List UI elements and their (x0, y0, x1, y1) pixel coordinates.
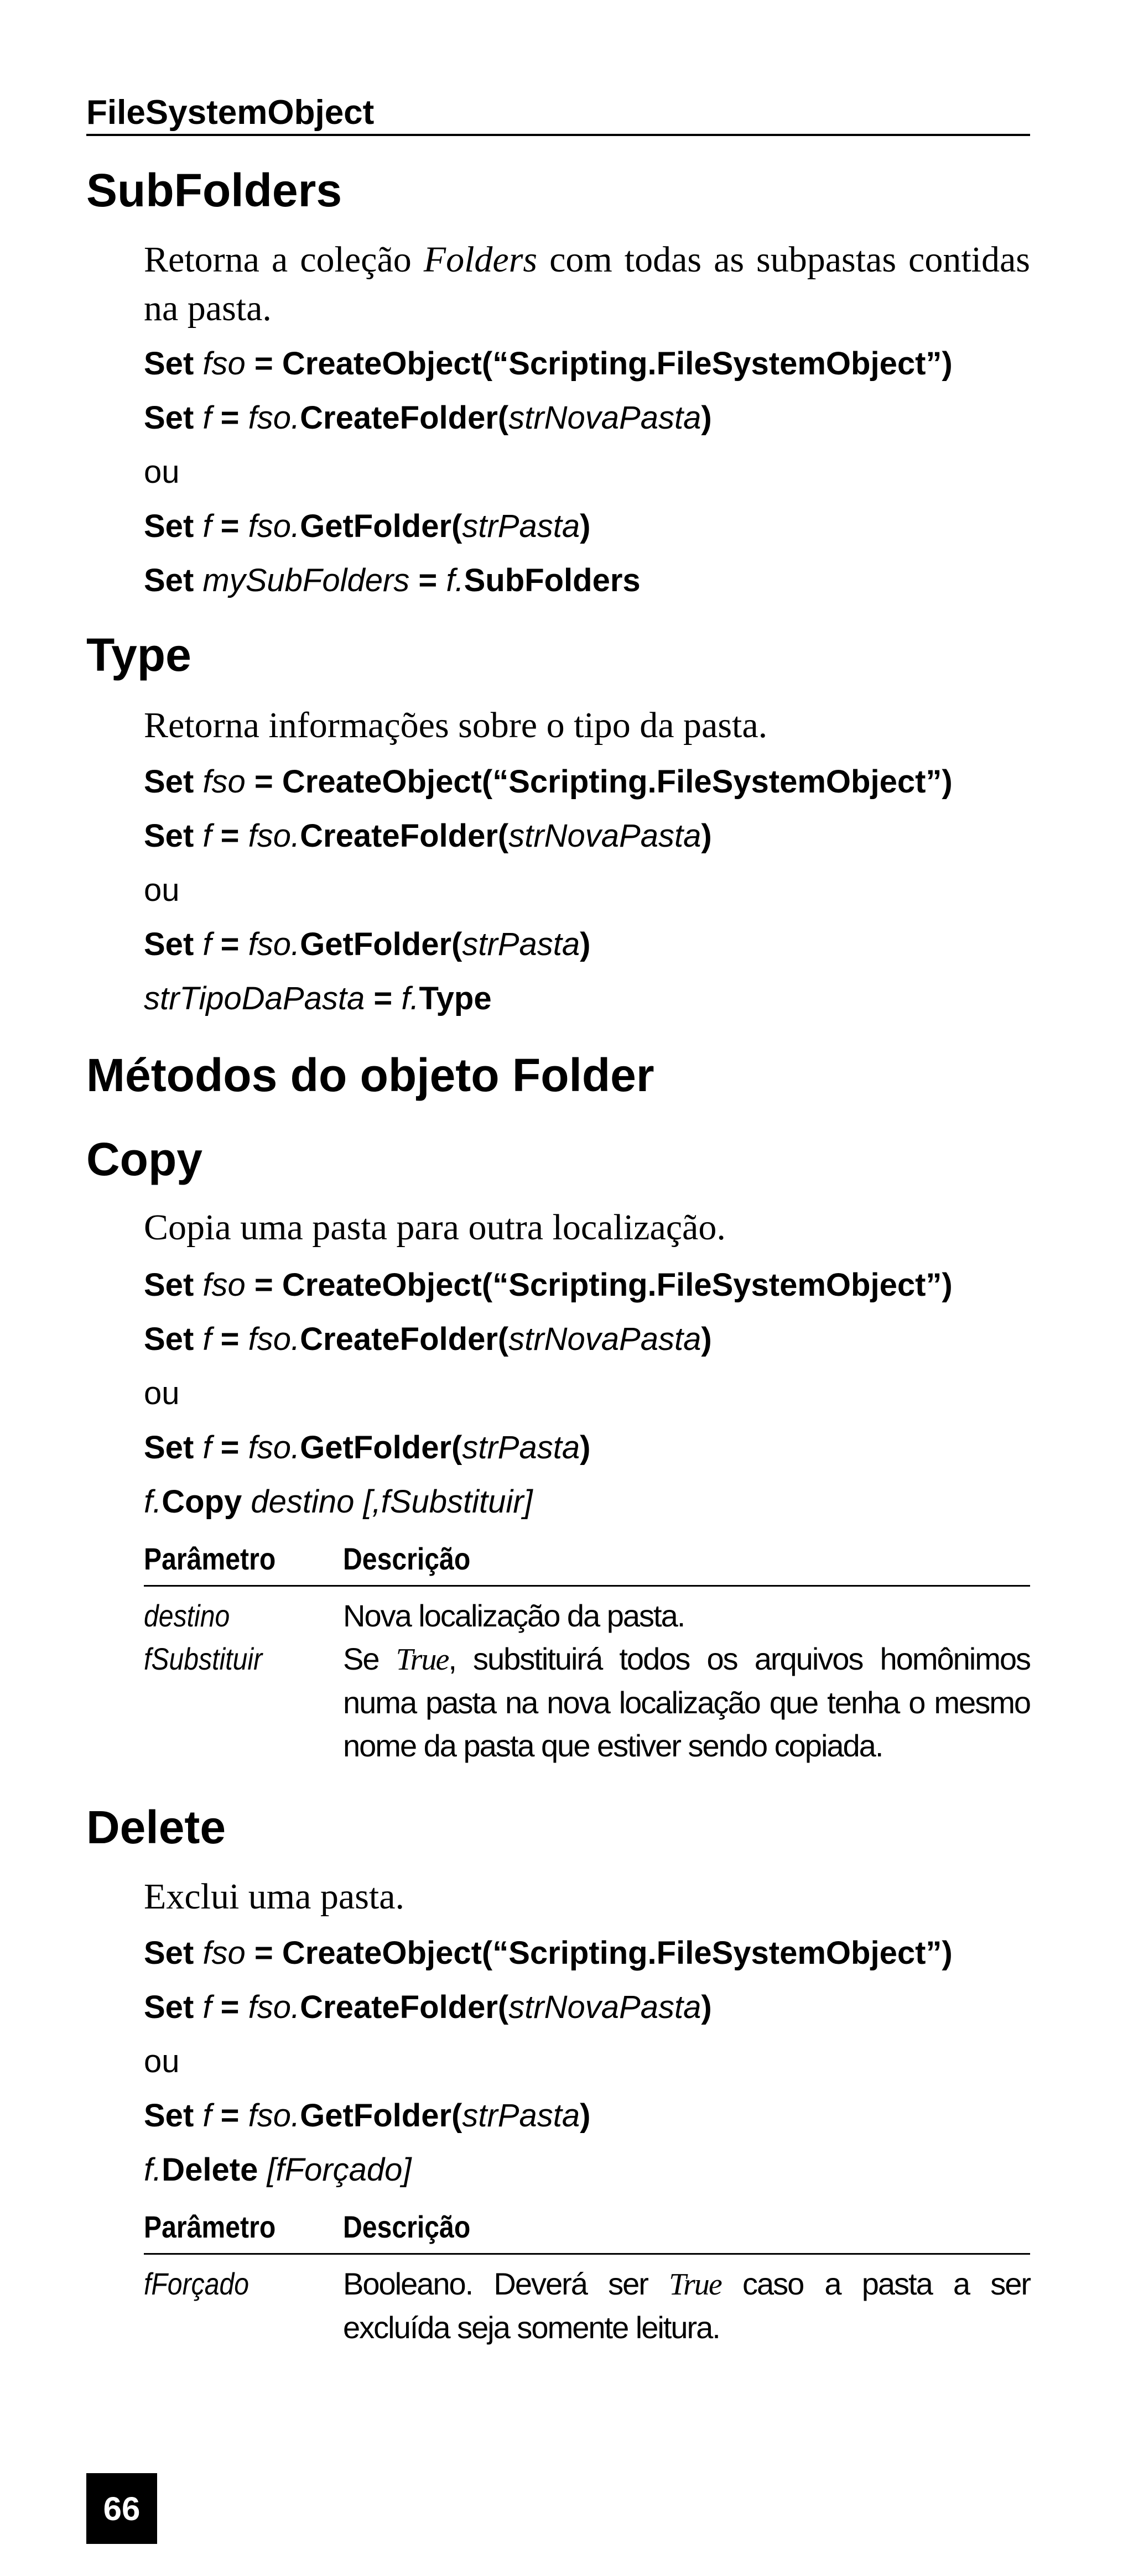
heading-copy: Copy (86, 1133, 202, 1185)
parameter-name: destino (144, 1598, 230, 1633)
heading-methods: Métodos do objeto Folder (86, 1049, 654, 1101)
heading-type: Type (86, 629, 191, 681)
delete-description: Exclui uma pasta. (144, 1876, 405, 1917)
code-line: Set mySubFolders = f.SubFolders (144, 562, 641, 598)
copy-parameter-table (144, 1537, 1030, 1767)
page-number: 66 (86, 2473, 157, 2544)
subfolders-description: Retorna a coleção Folders com todas as subpastas contidas na pasta. (144, 239, 1030, 328)
parameter-name: fSubstituir (144, 1641, 263, 1676)
code-line: Set f = fso.GetFolder(strPasta) (144, 508, 591, 544)
code-line: f.Delete [fForçado] (144, 2152, 412, 2188)
parameter-description: Booleano. Deverá ser True caso a pasta a ser excluída seja somente leitura. (343, 2266, 1030, 2345)
column-header-parameter: Parâmetro (144, 2209, 276, 2244)
code-line: Set fso = CreateObject(“Scripting.FileSystemObject”) (144, 764, 953, 800)
heading-subfolders: SubFolders (86, 164, 342, 216)
code-line: Set f = fso.GetFolder(strPasta) (144, 1430, 591, 1466)
copy-description: Copia uma pasta para outra localização. (144, 1207, 726, 1248)
parameter-description: Nova localização da pasta. (343, 1598, 685, 1633)
code-line: Set f = fso.GetFolder(strPasta) (144, 2098, 591, 2134)
code-line: Set fso = CreateObject(“Scripting.FileSystemObject”) (144, 346, 953, 382)
code-line: Set fso = CreateObject(“Scripting.FileSystemObject”) (144, 1935, 953, 1971)
code-line: f.Copy destino [,fSubstituir] (144, 1484, 533, 1520)
code-line: ou (144, 2043, 180, 2079)
type-description: Retorna informações sobre o tipo da pasta. (144, 705, 768, 745)
column-header-description: Descrição (343, 2209, 471, 2244)
table-row (144, 1594, 1030, 1638)
code-line: Set f = fso.CreateFolder(strNovaPasta) (144, 818, 712, 854)
code-line: ou (144, 872, 180, 908)
column-header-description: Descrição (343, 1541, 471, 1576)
code-line: Set f = fso.CreateFolder(strNovaPasta) (144, 1321, 712, 1357)
code-line: Set f = fso.CreateFolder(strNovaPasta) (144, 1989, 712, 2025)
code-line: ou (144, 454, 180, 490)
heading-delete: Delete (86, 1801, 226, 1853)
code-line: strTipoDaPasta = f.Type (144, 981, 492, 1016)
parameter-name: fForçado (144, 2266, 250, 2301)
code-line: Set f = fso.CreateFolder(strNovaPasta) (144, 400, 712, 436)
code-line: ou (144, 1375, 180, 1411)
column-header-parameter: Parâmetro (144, 1541, 276, 1576)
table-header (144, 1537, 1030, 1587)
table-header (144, 2205, 1030, 2255)
running-header: FileSystemObject (86, 93, 1030, 136)
code-line: Set f = fso.GetFolder(strPasta) (144, 926, 591, 962)
delete-parameter-table (144, 2205, 1030, 2349)
code-line: Set fso = CreateObject(“Scripting.FileSystemObject”) (144, 1267, 953, 1303)
table-row (144, 1638, 1030, 1767)
table-row (144, 2262, 1030, 2349)
parameter-description: Se True, substituirá todos os arquivos homônimos numa pasta na nova localização que tenha o mesmo nome da pasta que estiver sendo copiada. (343, 1641, 1030, 1763)
